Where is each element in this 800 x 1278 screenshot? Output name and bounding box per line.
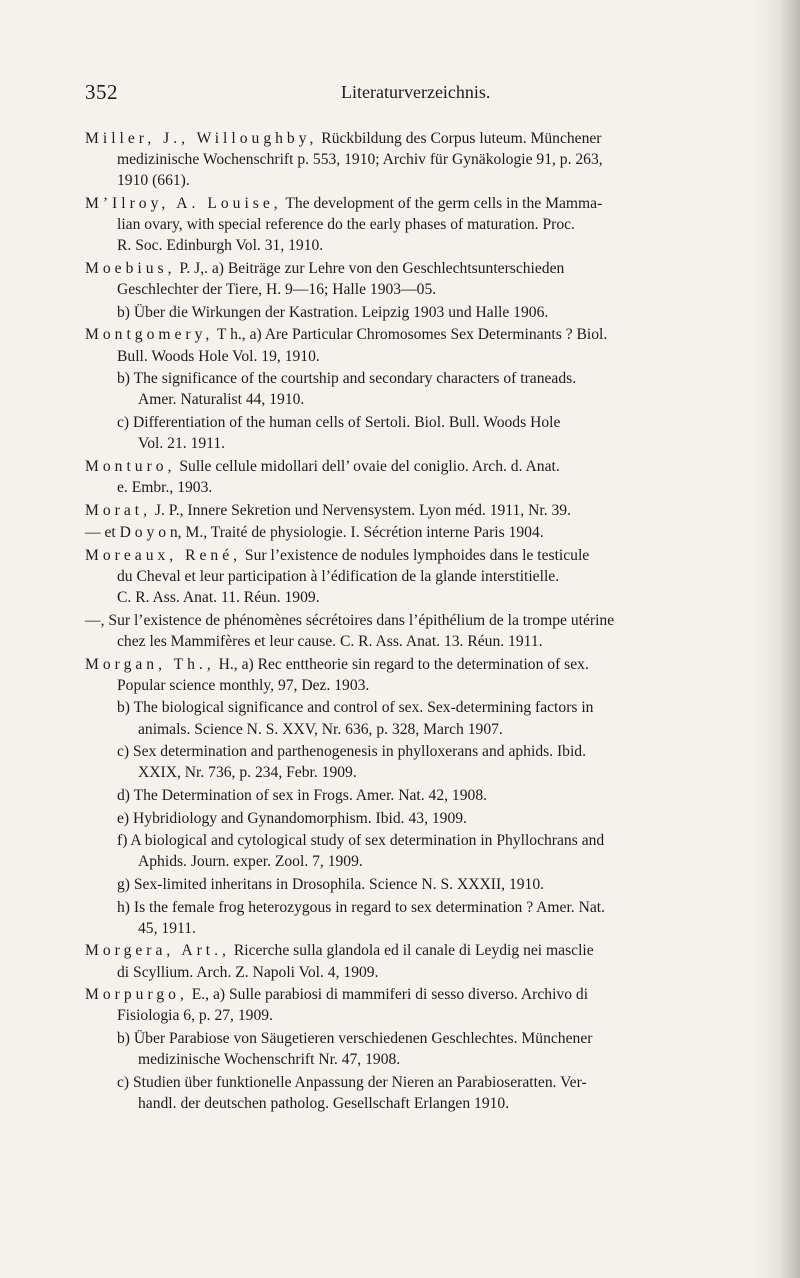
bibliography-entry <box>85 258 757 300</box>
bibliography-sub-entry <box>85 302 757 323</box>
entry-text: Popular science monthly, 97, Dez. 1903. <box>117 676 370 694</box>
entry-text: Bull. Woods Hole Vol. 19, 1910. <box>117 347 320 365</box>
entry-line <box>85 1005 757 1026</box>
entry-line <box>85 808 757 829</box>
bibliography-sub-entry <box>85 368 757 410</box>
entry-line <box>85 545 757 566</box>
bibliography-entry <box>85 522 757 543</box>
entry-line <box>85 302 757 323</box>
entry-text: Ricerche sulla glandola ed il canale di Leydig nei masclie <box>229 942 594 960</box>
entry-text: Geschlechter der Tiere, H. 9—16; Halle 1903—05. <box>117 281 437 299</box>
entry-line <box>85 128 757 149</box>
entry-line <box>85 1028 757 1049</box>
entry-text: C. R. Ass. Anat. 11. Réun. 1909. <box>117 589 320 607</box>
entry-text: b) Über Parabiose von Säugetieren verschiedenen Geschlechtes. Münchener <box>117 1029 593 1047</box>
entry-line <box>85 522 757 543</box>
entry-line <box>85 940 757 961</box>
entry-line <box>85 389 757 410</box>
entry-line <box>85 1049 757 1070</box>
entry-line <box>85 962 757 983</box>
entry-text: b) Über die Wirkungen der Kastration. Leipzig 1903 und Halle 1906. <box>117 303 549 321</box>
entry-line <box>85 830 757 851</box>
entry-text: lian ovary, with special reference do the early phases of maturation. Proc. <box>117 216 575 234</box>
entry-author: Miller, J., Willoughby, <box>85 130 318 147</box>
entry-text: 1910 (661). <box>117 172 190 190</box>
entry-text: chez les Mammifères et leur cause. C. R. Ass. Anat. 13. Réun. 1911. <box>117 632 543 650</box>
entry-line <box>85 1093 757 1114</box>
entry-text: —, Sur l’existence de phénomènes sécrétoires dans l’épithélium de la trompe utérine <box>85 611 615 629</box>
entry-text: g) Sex-limited inheritans in Drosophila. Science N. S. XXXII, 1910. <box>117 875 545 893</box>
entry-author: Moebius, <box>85 260 176 277</box>
entry-line <box>85 719 757 740</box>
entry-author: Morpurgo, <box>85 986 188 1004</box>
entry-text: c) Differentiation of the human cells of Sertoli. Biol. Bull. Woods Hole <box>117 413 561 431</box>
bibliography-entry <box>85 500 757 521</box>
entry-line <box>85 214 757 235</box>
entry-text: — et D o y o n, M., Traité de physiologie. I. Sécrétion interne Paris 1904. <box>85 524 544 542</box>
entry-author: Montgomery, <box>85 326 214 344</box>
entry-text: P. J,. a) Beiträge zur Lehre von den Geschlechtsunterschieden <box>175 260 565 277</box>
bibliography-sub-entry <box>85 741 757 783</box>
entry-author: Morgera, Art., <box>85 942 230 960</box>
bibliography-entry <box>85 940 757 982</box>
entry-line <box>85 346 757 367</box>
entry-text: Rückbildung des Corpus luteum. Münchener <box>317 130 602 147</box>
entry-line <box>85 785 757 806</box>
entry-text: b) The significance of the courtship and secondary characters of traneads. <box>117 370 577 388</box>
entry-text: E., a) Sulle parabiosi di mammiferi di sesso diverso. Archivo di <box>187 986 589 1004</box>
bibliography-list <box>85 128 757 1116</box>
entry-text: c) Studien über funktionelle Anpassung der Nieren an Parabioseratten. Ver- <box>117 1073 587 1091</box>
bibliography-sub-entry <box>85 830 757 872</box>
bibliography-entry <box>85 984 757 1026</box>
entry-line <box>85 741 757 762</box>
entry-line <box>85 170 757 191</box>
bibliography-sub-entry <box>85 1028 757 1070</box>
entry-author: Moreaux, René, <box>85 546 242 564</box>
entry-line <box>85 566 757 587</box>
entry-text: H., a) Rec enttheorie sin regard to the determination of sex. <box>214 655 589 673</box>
entry-text: 45, 1911. <box>138 919 196 937</box>
entry-line <box>85 897 757 918</box>
entry-text: Fisiologia 6, p. 27, 1909. <box>117 1007 273 1025</box>
entry-line <box>85 149 757 170</box>
entry-line <box>85 654 757 675</box>
entry-line <box>85 587 757 608</box>
entry-text: animals. Science N. S. XXV, Nr. 636, p. 328, March 1907. <box>138 720 503 738</box>
entry-text: medizinische Wochenschrift p. 553, 1910; Archiv für Gynäkologie 91, p. 263, <box>117 151 603 169</box>
entry-line <box>85 851 757 872</box>
page-header <box>85 80 725 108</box>
bibliography-sub-entry <box>85 897 757 939</box>
entry-line <box>85 324 757 345</box>
bibliography-sub-entry <box>85 412 757 454</box>
entry-line <box>85 368 757 389</box>
entry-line <box>85 477 757 498</box>
entry-line <box>85 279 757 300</box>
bibliography-entry <box>85 654 757 696</box>
entry-text: du Cheval et leur participation à l’édification de la glande interstitielle. <box>117 567 560 585</box>
entry-line <box>85 918 757 939</box>
entry-author: Morgan, Th., <box>85 655 215 673</box>
bibliography-sub-entry <box>85 874 757 895</box>
bibliography-entry <box>85 128 757 192</box>
entry-line <box>85 874 757 895</box>
entry-text: Vol. 21. 1911. <box>138 435 226 453</box>
page-number: 352 <box>85 80 118 104</box>
bibliography-entry <box>85 610 757 652</box>
entry-text: b) The biological significance and control of sex. Sex-determining factors in <box>117 699 594 717</box>
entry-line <box>85 984 757 1005</box>
entry-text: J. P., Innere Sekretion und Nervensystem. Lyon méd. 1911, Nr. 39. <box>151 501 571 519</box>
bibliography-entry <box>85 324 757 366</box>
entry-author: Morat, <box>85 501 152 519</box>
entry-text: h) Is the female frog heterozygous in regard to sex determination ? Amer. Nat. <box>117 898 606 916</box>
bibliography-sub-entry <box>85 808 757 829</box>
entry-text: e. Embr., 1903. <box>117 478 213 496</box>
entry-line <box>85 697 757 718</box>
entry-line <box>85 258 757 279</box>
entry-text: T h., a) Are Particular Chromosomes Sex Determinants ? Biol. <box>213 326 608 344</box>
entry-text: c) Sex determination and parthenogenesis in phylloxerans and aphids. Ibid. <box>117 743 586 761</box>
entry-text: Sur l’existence de nodules lymphoides dans le testicule <box>241 546 590 564</box>
entry-text: Amer. Naturalist 44, 1910. <box>138 391 305 409</box>
page-edge-shadow <box>754 0 800 1278</box>
entry-line <box>85 433 757 454</box>
entry-text: d) The Determination of sex in Frogs. Amer. Nat. 42, 1908. <box>117 786 488 804</box>
entry-text: Aphids. Journ. exper. Zool. 7, 1909. <box>138 853 363 871</box>
entry-author: Monturo, <box>85 457 176 475</box>
entry-line <box>85 412 757 433</box>
bibliography-sub-entry <box>85 697 757 739</box>
bibliography-entry <box>85 456 757 498</box>
bibliography-sub-entry <box>85 1072 757 1114</box>
entry-line <box>85 193 757 214</box>
running-title: Literaturverzeichnis. <box>341 82 491 102</box>
entry-line <box>85 235 757 256</box>
entry-text: R. Soc. Edinburgh Vol. 31, 1910. <box>117 237 324 255</box>
bibliography-sub-entry <box>85 785 757 806</box>
entry-text: Sulle cellule midollari dell’ ovaie del coniglio. Arch. d. Anat. <box>175 457 560 475</box>
entry-line <box>85 610 757 631</box>
entry-text: f) A biological and cytological study of sex determination in Phyllochrans and <box>117 832 605 850</box>
entry-text: medizinische Wochenschrift Nr. 47, 1908. <box>138 1051 401 1069</box>
entry-line <box>85 1072 757 1093</box>
entry-line <box>85 762 757 783</box>
bibliography-entry <box>85 193 757 257</box>
entry-author: M’Ilroy, A. Louise, <box>85 195 282 212</box>
entry-text: XXIX, Nr. 736, p. 234, Febr. 1909. <box>138 764 357 782</box>
bibliography-entry <box>85 545 757 609</box>
entry-text: The development of the germ cells in the Mamma- <box>281 195 603 212</box>
entry-line <box>85 631 757 652</box>
entry-text: e) Hybridiology and Gynandomorphism. Ibid. 43, 1909. <box>117 809 467 827</box>
entry-line <box>85 675 757 696</box>
entry-text: handl. der deutschen patholog. Gesellschaft Erlangen 1910. <box>138 1094 510 1112</box>
entry-line <box>85 500 757 521</box>
entry-line <box>85 456 757 477</box>
entry-text: di Scyllium. Arch. Z. Napoli Vol. 4, 1909. <box>117 963 379 981</box>
